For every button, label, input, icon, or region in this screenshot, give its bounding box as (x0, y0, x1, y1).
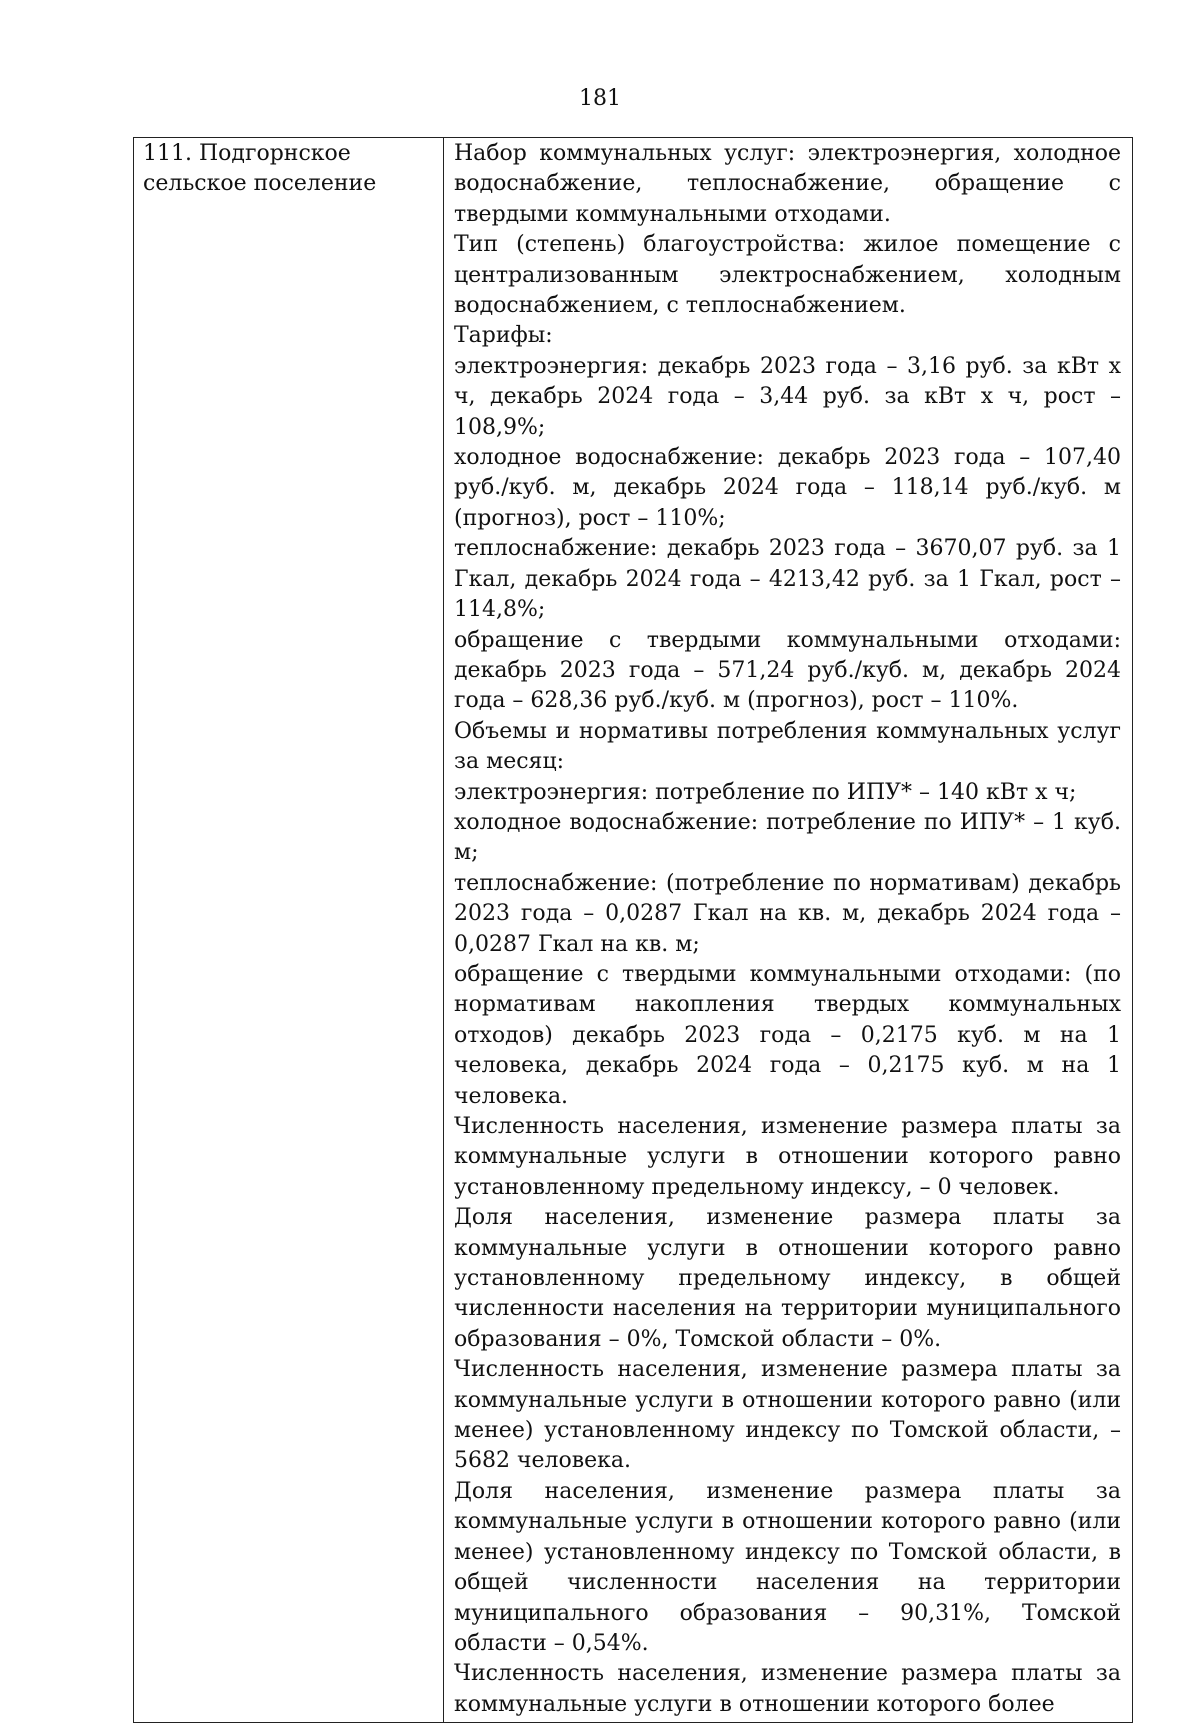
page-number: 181 (579, 86, 621, 111)
cold-water-tariff-text: холодное водоснабжение: декабрь 2023 года – 107,40 руб./куб. м, декабрь 2024 года – 118,14 руб./куб. м (прогноз), рост – 110%; (454, 445, 1121, 531)
waste-tariff-text: обращение с твердыми коммунальными отходами: декабрь 2023 года – 571,24 руб./куб. м, декабрь 2024 года – 628,36 руб./куб. м (прогноз), рост – 110%. (454, 627, 1121, 714)
tariff-table (133, 137, 1133, 1723)
share-equal-or-less-text: Доля населения, изменение размера платы за коммунальные услуги в отношении которого равно (или менее) установленному индексу по Томской области, в общей численности населения на территории муниципального образования – 90,31%, Томской области – 0,54%. (454, 1478, 1121, 1656)
table-row (134, 138, 1133, 1723)
heating-tariff-text: теплоснабжение: декабрь 2023 года – 3670,07 руб. за 1 Гкал, декабрь 2024 года – 4213,42 руб. за 1 Гкал, рост – 114,8%; (454, 536, 1121, 623)
share-equal-limit-text: Доля населения, изменение размера платы за коммунальные услуги в отношении которого равно установленному предельному индексу, в общей численности населения на территории муниципального образования – 0%, Томской области – 0%. (454, 1205, 1121, 1352)
cold-water-consumption-text: холодное водоснабжение: потребление по ИПУ* – 1 куб. м; (454, 809, 1121, 866)
electricity-tariff-text: электроэнергия: декабрь 2023 года – 3,16 руб. за кВт х ч, декабрь 2024 года – 3,44 руб. за кВт х ч, рост – 108,9%; (454, 353, 1121, 440)
waste-consumption-text: обращение с твердыми коммунальными отходами: (по нормативам накопления твердых коммунальных отходов) декабрь 2023 года – 0,2175 куб. м на 1 человека, декабрь 2024 года – 0,2175 куб. м на 1 человека. (454, 961, 1121, 1109)
heating-consumption-text: теплоснабжение: (потребление по нормативам) декабрь 2023 года – 0,0287 Гкал на кв. м, декабрь 2024 года – 0,0287 Гкал на кв. м; (454, 870, 1121, 957)
municipality-cell (134, 138, 444, 1723)
municipality-name: 111. Подгорнское сельское поселение (143, 141, 377, 197)
details-cell (444, 138, 1133, 1723)
tariffs-heading: Тарифы: (454, 323, 553, 349)
services-set-text: Набор коммунальных услуг: электроэнергия, холодное водоснабжение, теплоснабжение, обращение с твердыми коммунальными отходами. (454, 141, 1121, 227)
population-equal-or-less-text: Численность населения, изменение размера платы за коммунальные услуги в отношении которого равно (или менее) установленному индексу по Томской области, – 5682 человека. (454, 1357, 1121, 1474)
population-equal-limit-text: Численность населения, изменение размера платы за коммунальные услуги в отношении которого равно установленному предельному индексу, – 0 человек. (454, 1114, 1121, 1200)
improvement-type-text: Тип (степень) благоустройства: жилое помещение с централизованным электроснабжением, холодным водоснабжением, с теплоснабжением. (454, 232, 1121, 319)
population-more-text: Численность населения, изменение размера платы за коммунальные услуги в отношении которого более (454, 1661, 1121, 1717)
electricity-consumption-text: электроэнергия: потребление по ИПУ* – 140 кВт х ч; (454, 779, 1077, 805)
consumption-heading: Объемы и нормативы потребления коммунальных услуг за месяц: (454, 718, 1121, 775)
